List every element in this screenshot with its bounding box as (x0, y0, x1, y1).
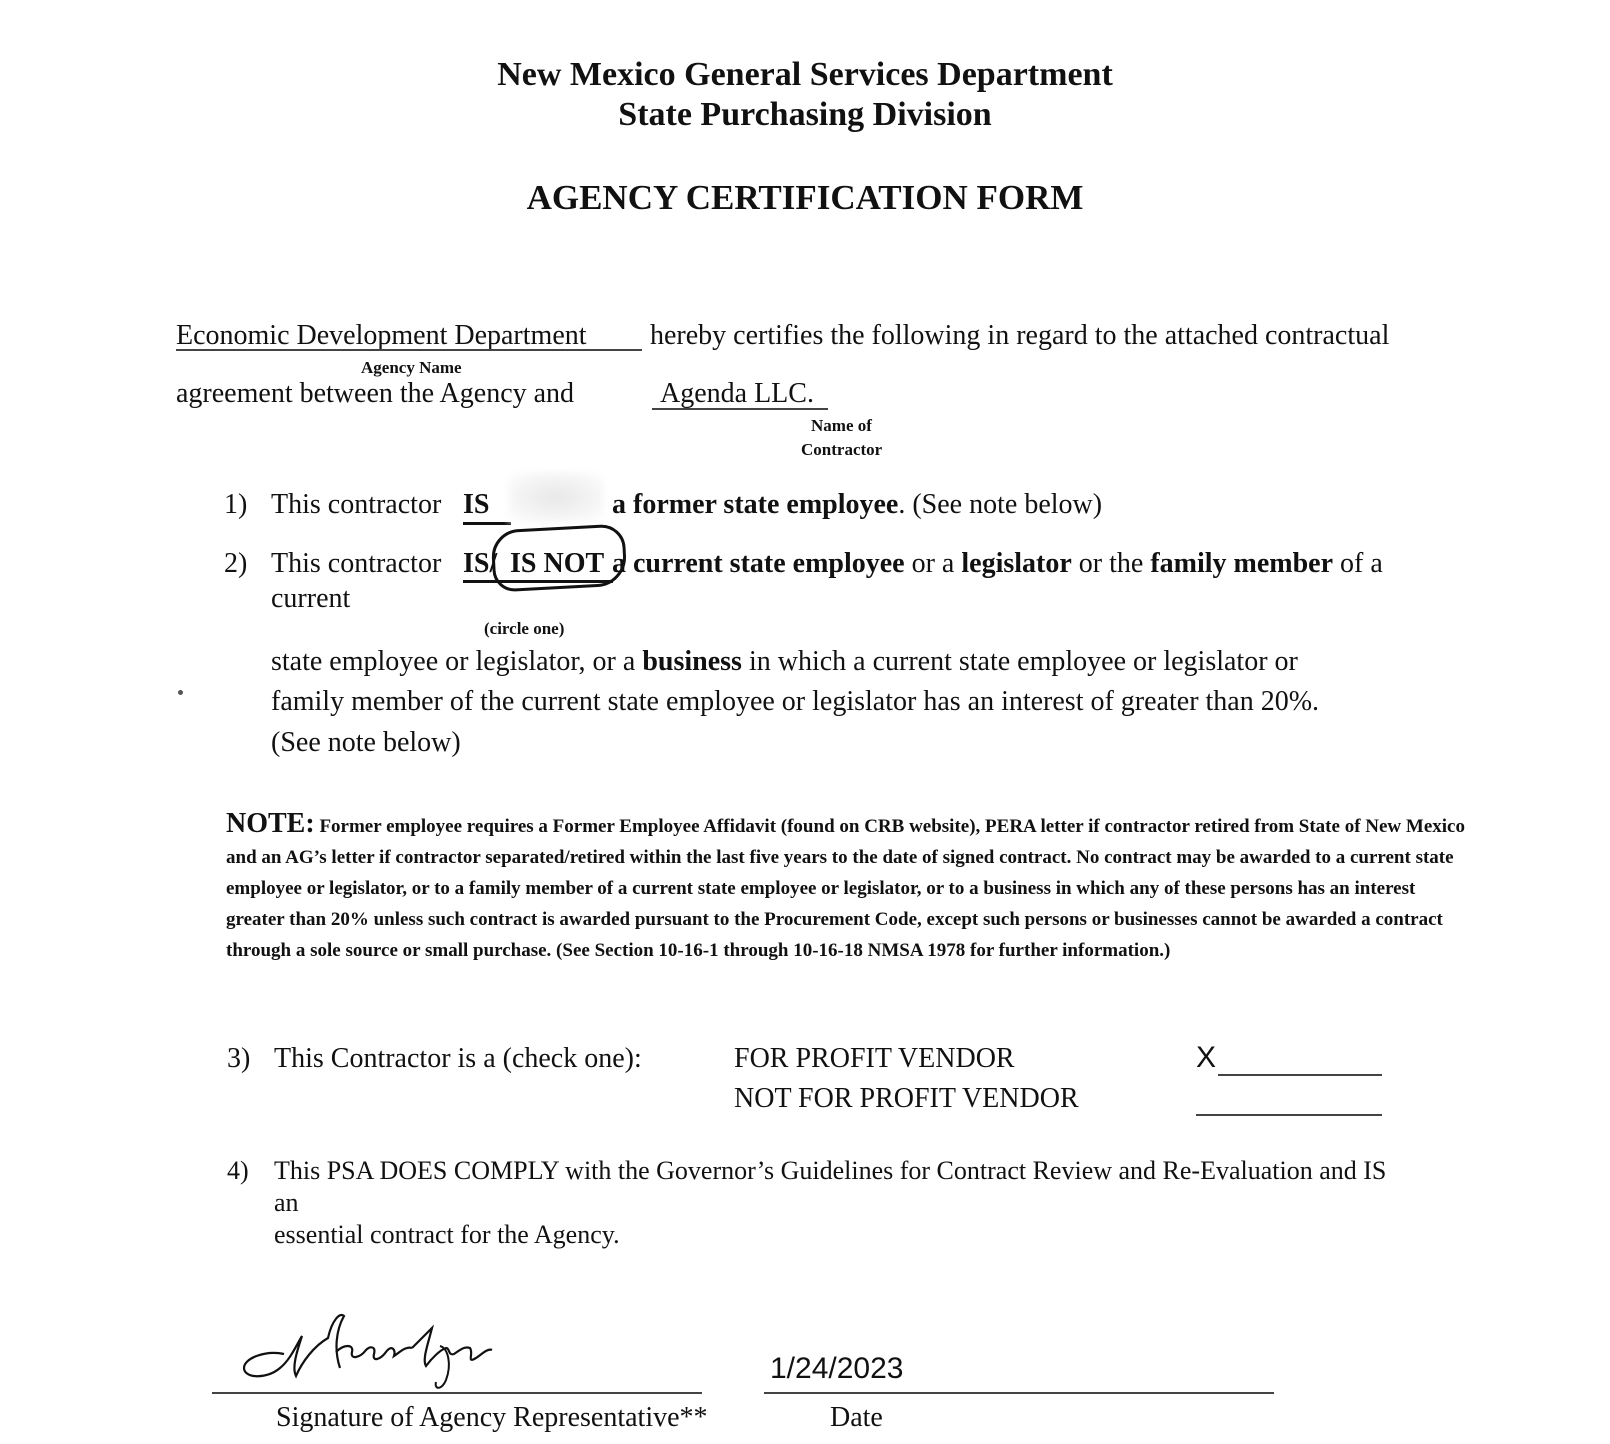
certifies-text: hereby certifies the following in regard to the attached contractual (650, 320, 1390, 351)
item1-prefix: This contractor (271, 489, 442, 520)
for-profit-check-mark: X (1196, 1041, 1217, 1074)
note-text: Former employee requires a Former Employee Affidavit (found on CRB website), PERA letter if contractor retired from State of New Mexico and an AG’s letter if contractor separated/retired within the last five years to the date of signed contract. No contract may be awarded to a current state employee or legislator, or to a family member of a current state employee or legislator, or to a business in which any of these persons has an interest greater than 20% unless such contract is awarded pursuant to the Procurement Code, except such persons or businesses cannot be awarded a contract through a sole source or small purchase. (See Section 10-16-1 through 10-16-18 NMSA 1978 for further information.) (226, 816, 1465, 961)
redacted-area (508, 472, 604, 522)
item4-number: 4) (227, 1156, 249, 1185)
contractor-name-value: Agenda LLC. (660, 378, 814, 409)
department-title: New Mexico General Services Department (497, 56, 1113, 93)
item2-choice-is: IS/ (463, 548, 498, 579)
circle-one-caption: (circle one) (484, 619, 565, 638)
note-label: NOTE: (226, 808, 315, 839)
item2-line1 (612, 548, 1383, 580)
item2-prefix: This contractor (271, 548, 442, 579)
item2-of-a: of a (1340, 548, 1383, 579)
handwritten-signature (236, 1306, 506, 1396)
item1-suffix: . (See note below) (898, 489, 1103, 520)
date-caption: Date (830, 1402, 883, 1433)
item1-number: 1) (224, 489, 248, 520)
item1-statement (612, 489, 1102, 521)
item2-bold-business: business (642, 646, 742, 677)
agreement-text: agreement between the Agency and (176, 378, 575, 409)
agency-name-underline (176, 349, 642, 351)
date-line (764, 1392, 1274, 1394)
item2-bold-legislator: legislator (961, 548, 1072, 579)
note-paragraph (226, 808, 1476, 966)
item2-bold-current: a current state employee (612, 548, 905, 579)
item2-bold-family: family member (1150, 548, 1334, 579)
signature-line (212, 1392, 702, 1394)
circled-choice-mark (490, 524, 627, 593)
item1-choice: IS (463, 489, 490, 520)
not-for-profit-option: NOT FOR PROFIT VENDOR (734, 1083, 1079, 1114)
item2-line5: (See note below) (271, 727, 461, 758)
item2-or-a: or a (911, 548, 955, 579)
item4-line2: an (274, 1188, 299, 1217)
stray-dot (178, 690, 183, 695)
item2-line4: family member of the current state employee or legislator has an interest of greater than 20%. (271, 686, 1320, 717)
item1-bold-text: a former state employee (612, 489, 899, 520)
item4-line3: essential contract for the Agency. (274, 1220, 620, 1249)
item2-line3 (271, 646, 1298, 678)
item2-or-the: or the (1078, 548, 1144, 579)
item1-choice-underline (463, 522, 511, 525)
date-value: 1/24/2023 (770, 1352, 904, 1385)
signature-caption: Signature of Agency Representative** (276, 1402, 708, 1433)
contractor-name-underline (652, 408, 828, 410)
agency-name-caption: Agency Name (361, 358, 462, 377)
item4-line1: This PSA DOES COMPLY with the Governor’s Guidelines for Contract Review and Re-Evaluation and IS (274, 1156, 1387, 1185)
item2-choice-is-not: IS NOT (510, 548, 605, 579)
for-profit-option: FOR PROFIT VENDOR (734, 1043, 1015, 1074)
division-title: State Purchasing Division (618, 96, 992, 133)
item2-number: 2) (224, 548, 248, 579)
form-title: AGENCY CERTIFICATION FORM (526, 178, 1084, 217)
item3-text: This Contractor is a (check one): (274, 1043, 642, 1074)
agency-name-value: Economic Development Department (176, 320, 587, 351)
item3-number: 3) (227, 1043, 251, 1074)
item2-line3-pre: state employee or legislator, or a (271, 646, 636, 677)
not-for-profit-check-line (1196, 1114, 1382, 1116)
contractor-caption-line2: Contractor (801, 440, 883, 459)
item2-current-word: current (271, 583, 351, 614)
contractor-caption-line1: Name of (811, 416, 872, 435)
item2-line3-post: in which a current state employee or legislator or (748, 646, 1298, 677)
for-profit-check-line (1218, 1074, 1382, 1076)
